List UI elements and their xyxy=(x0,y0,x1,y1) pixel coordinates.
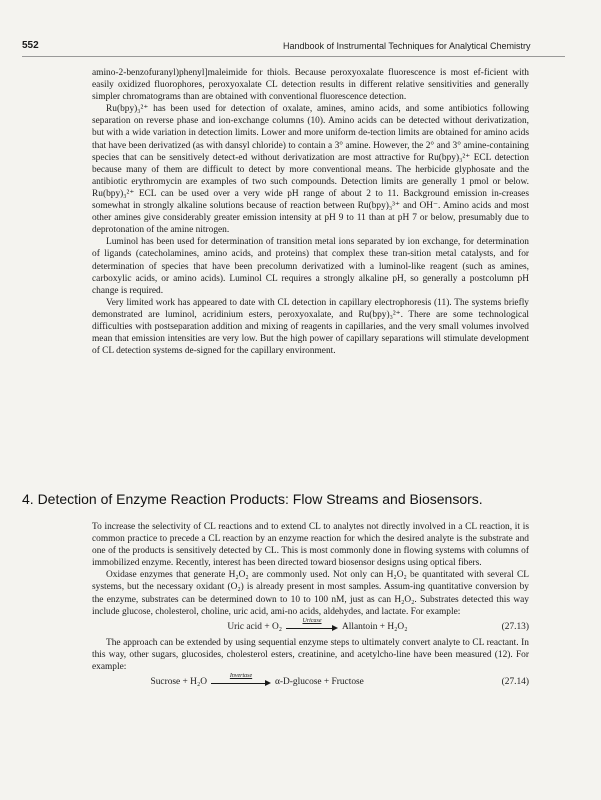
paragraph-luminol: Luminol has been used for determination of transition metal ions separated by ion exchange, for determination of ligands (catecholamines, amino acids, and proteins) that complex these tran-sition metal catalysts, and for determination of species that have been precolumn derivatized with a luminol-like reagent (such as amines, carboxylic acids, or amino acids). Luminol CL requires a strongly alkaline pH, so generally a postcolumn pH change is required. xyxy=(92,237,529,296)
equation-products: α-D-glucose + Fructose xyxy=(275,677,364,688)
paragraph-sequential: The approach can be extended by using sequential enzyme steps to ultimately convert analyte to CL reactant. In this way, other sugars, glucosides, cholesterol esters, creatinine, and acetylcho-line have been measured (12). For example: xyxy=(92,637,529,672)
header-rule xyxy=(22,56,565,57)
paragraph-continuation: amino-2-benzofuranyl)phenyl]maleimide for thiols. Because peroxyoxalate fluorescence is most ef-ficient with easily oxidized fluorophores, peroxyoxalate CL detection results in different relative sensitivities and generally simpler chromatograms than are obtained with conventional fluorescence detection. xyxy=(92,68,529,103)
arrow-right-icon xyxy=(286,625,338,631)
equation-number: (27.13) xyxy=(501,621,529,632)
reaction-arrow xyxy=(286,618,338,631)
enzyme-label: Invertase xyxy=(229,673,253,680)
paragraph-oxidase: Oxidase enzymes that generate H₂O₂ are commonly used. Not only can H₂O₂ be quantitated with several CL systems, but the necessary oxidant (O₂) is already present in most samples. Assum-ing quantitative conversion by the enzyme, substrates can be determined down to 10 to 100 nM, just as can H₂O₂. Substrates detected this way include glucose, cholesterol, choline, uric acid, ami-no acids, aldehydes, and lactate. For example: xyxy=(92,570,529,617)
equation-products: Allantoin + H₂O₂ xyxy=(342,621,408,632)
equation-number: (27.14) xyxy=(501,677,529,688)
paragraph-capillary: Very limited work has appeared to date with CL detection in capillary electrophoresis (11). The systems briefly demonstrated are luminol, acridinium esters, peroxyoxalate, and Ru(bpy)₃²⁺. There are some technological difficulties with postseparation addition and mixing of reagents in capillaries, and the very small volumes involved mean that emission intensities are very low. But the high power of capillary separations will stimulate development of CL detection systems de-signed for the capillary environment. xyxy=(92,297,529,357)
reaction-arrow xyxy=(211,673,271,686)
equation-reactants: Sucrose + H₂O xyxy=(150,677,207,688)
arrow-right-icon xyxy=(211,680,271,686)
equation-reactants: Uric acid + O₂ xyxy=(227,621,282,632)
paragraph-selectivity: To increase the selectivity of CL reactions and to extend CL to analytes not directly involved in a CL reaction, it is common practice to precede a CL reaction by an enzyme reaction for which the desired analyte is the substrate and one of the products is sensitively detected by CL. This is most commonly done in flowing systems with columns of immobilized enzyme. Recently, interest has been directed toward biosensor designs using optical fibers. xyxy=(92,522,529,569)
body-text-section xyxy=(92,521,529,692)
enzyme-label: Uricase xyxy=(302,617,322,624)
page-number: 552 xyxy=(22,40,39,51)
equation-27-13 xyxy=(92,618,529,637)
section-heading: 4. Detection of Enzyme Reaction Products: Flow Streams and Biosensors. xyxy=(22,491,483,507)
paragraph-ru-bpy: Ru(bpy)₃²⁺ has been used for detection of oxalate, amines, amino acids, and some antibiotics following separation on reverse phase and ion-exchange columns (10). Amino acids can be detected without derivatization, but with a wide variation in detection limits. Lower and more uniform de-tection limits are obtained for amino acids that have been derivatized (as with dansyl chloride) to contain a 3° amine. However, the 2° and 3° amine-containing species that can be sensitively detect-ed without derivatization are most attractive for Ru(bpy)₃²⁺ ECL detection because many of them are difficult to detect by more conventional means. The herbicide glyphosate and the antibiotic erythromycin are examples of two such compounds. Detection limits are generally 1 pmol or below. Ru(bpy)₃²⁺ ECL can be used over a very wide pH range of about 2 to 11. Background emission in-creases somewhat in strongly alkaline solutions because of reaction between Ru(bpy)₃³⁺ and OH⁻. Amino acids and most other amines give considerably greater emission intensity at pH 9 to 11 than at pH 7 or below, presumably due to deprotonation of the amine nitrogen. xyxy=(92,104,529,236)
equation-27-14 xyxy=(92,673,529,692)
body-text-top xyxy=(92,67,529,357)
running-head: Handbook of Instrumental Techniques for Analytical Chemistry xyxy=(283,41,531,51)
